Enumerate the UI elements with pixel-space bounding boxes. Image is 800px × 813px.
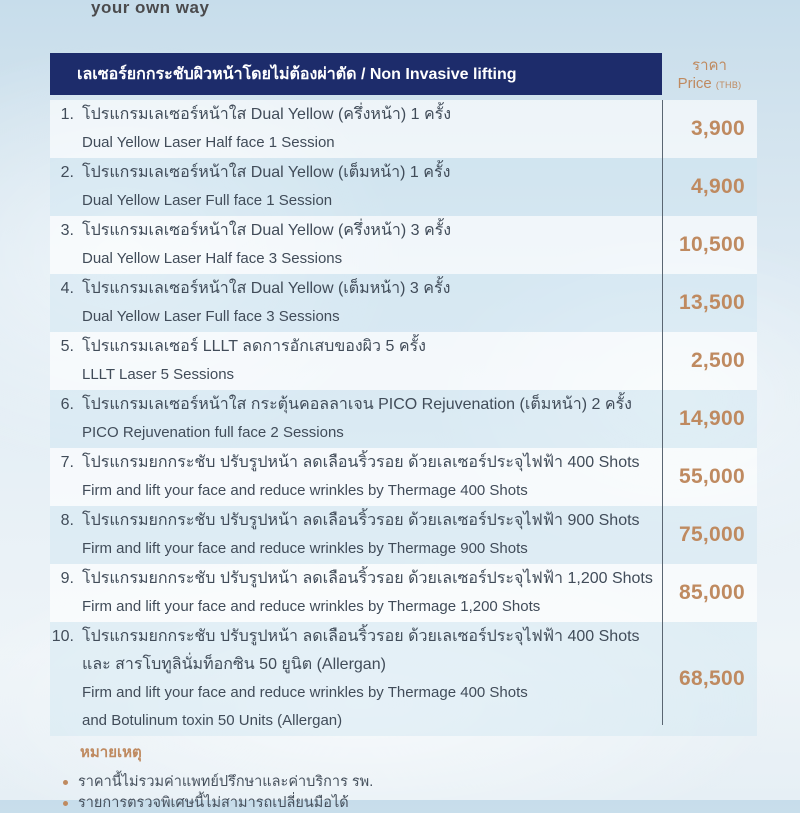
item-text-english: and Botulinum toxin 50 Units (Allergan) bbox=[82, 707, 662, 735]
table-row bbox=[50, 332, 757, 390]
row-price: 13,500 bbox=[662, 274, 757, 332]
row-lines bbox=[82, 333, 662, 389]
row-main bbox=[50, 216, 662, 274]
row-lines bbox=[82, 449, 662, 505]
item-text-thai: โปรแกรมเลเซอร์หน้าใส Dual Yellow (ครึ่งหน้า) 1 ครั้ง bbox=[82, 101, 662, 129]
row-price: 2,500 bbox=[662, 332, 757, 390]
row-number: 4. bbox=[50, 275, 74, 331]
item-text-english: Dual Yellow Laser Full face 3 Sessions bbox=[82, 303, 662, 331]
note-item: รายการตรวจพิเศษนี้ไม่สามารถเปลี่ยนมือได้ bbox=[63, 793, 670, 813]
table-row bbox=[50, 506, 757, 564]
row-number: 2. bbox=[50, 159, 74, 215]
row-number: 8. bbox=[50, 507, 74, 563]
item-text-english: Dual Yellow Laser Half face 3 Sessions bbox=[82, 245, 662, 273]
item-text-english: Firm and lift your face and reduce wrinkles by Thermage 400 Shots bbox=[82, 477, 662, 505]
price-table bbox=[50, 53, 757, 736]
item-text-thai: โปรแกรมเลเซอร์หน้าใส กระตุ้นคอลลาเจน PICO Rejuvenation (เต็มหน้า) 2 ครั้ง bbox=[82, 391, 662, 419]
table-row bbox=[50, 100, 757, 158]
item-text-thai: โปรแกรมเลเซอร์หน้าใส Dual Yellow (เต็มหน้า) 1 ครั้ง bbox=[82, 159, 662, 187]
price-header-thai: ราคา bbox=[662, 57, 757, 75]
table-row bbox=[50, 390, 757, 448]
row-main bbox=[50, 158, 662, 216]
item-text-thai: โปรแกรมเลเซอร์หน้าใส Dual Yellow (ครึ่งหน้า) 3 ครั้ง bbox=[82, 217, 662, 245]
item-text-english: Firm and lift your face and reduce wrinkles by Thermage 400 Shots bbox=[82, 679, 662, 707]
row-number: 3. bbox=[50, 217, 74, 273]
row-lines bbox=[82, 217, 662, 273]
row-number: 10. bbox=[50, 623, 74, 735]
price-header-english: Price (THB) bbox=[662, 75, 757, 94]
item-text-english: Firm and lift your face and reduce wrinkles by Thermage 1,200 Shots bbox=[82, 593, 662, 621]
item-text-thai: โปรแกรมยกกระชับ ปรับรูปหน้า ลดเลือนริ้วรอย ด้วยเลเซอร์ประจุไฟฟ้า 400 Shots bbox=[82, 449, 662, 477]
row-number: 1. bbox=[50, 101, 74, 157]
row-number: 9. bbox=[50, 565, 74, 621]
item-text-thai: โปรแกรมยกกระชับ ปรับรูปหน้า ลดเลือนริ้วรอย ด้วยเลเซอร์ประจุไฟฟ้า 1,200 Shots bbox=[82, 565, 662, 593]
item-text-english: Dual Yellow Laser Full face 1 Session bbox=[82, 187, 662, 215]
row-price: 4,900 bbox=[662, 158, 757, 216]
notes-list bbox=[50, 772, 670, 813]
row-lines bbox=[82, 159, 662, 215]
row-lines bbox=[82, 275, 662, 331]
row-price: 14,900 bbox=[662, 390, 757, 448]
slogan-text: your own way bbox=[91, 0, 209, 18]
item-text-thai: โปรแกรมเลเซอร์หน้าใส Dual Yellow (เต็มหน้า) 3 ครั้ง bbox=[82, 275, 662, 303]
note-item: ราคานี้ไม่รวมค่าแพทย์ปรึกษาและค่าบริการ รพ. bbox=[63, 772, 670, 793]
price-unit: (THB) bbox=[716, 80, 742, 90]
row-main bbox=[50, 564, 662, 622]
item-text-english: LLLT Laser 5 Sessions bbox=[82, 361, 662, 389]
item-text-thai: โปรแกรมยกกระชับ ปรับรูปหน้า ลดเลือนริ้วรอย ด้วยเลเซอร์ประจุไฟฟ้า 900 Shots bbox=[82, 507, 662, 535]
row-lines bbox=[82, 391, 662, 447]
price-column-header bbox=[662, 53, 757, 95]
table-header-bar bbox=[50, 53, 662, 95]
price-table-rows bbox=[50, 100, 757, 736]
item-text-thai: และ สารโบทูลินั่มท็อกซิน 50 ยูนิต (Allergan) bbox=[82, 651, 662, 679]
row-price: 3,900 bbox=[662, 100, 757, 158]
item-text-english: Firm and lift your face and reduce wrinkles by Thermage 900 Shots bbox=[82, 535, 662, 563]
row-main bbox=[50, 332, 662, 390]
row-lines bbox=[82, 565, 662, 621]
row-lines bbox=[82, 507, 662, 563]
table-row bbox=[50, 274, 757, 332]
row-lines bbox=[82, 623, 662, 735]
table-row bbox=[50, 216, 757, 274]
row-price: 85,000 bbox=[662, 564, 757, 622]
row-main bbox=[50, 506, 662, 564]
table-row bbox=[50, 622, 757, 736]
price-column-divider bbox=[662, 100, 663, 725]
notes-title: หมายเหตุ bbox=[80, 740, 670, 764]
table-title: เลเซอร์ยกกระชับผิวหน้าโดยไม่ต้องผ่าตัด / Non Invasive lifting bbox=[77, 62, 517, 87]
row-price: 75,000 bbox=[662, 506, 757, 564]
item-text-thai: โปรแกรมยกกระชับ ปรับรูปหน้า ลดเลือนริ้วรอย ด้วยเลเซอร์ประจุไฟฟ้า 400 Shots bbox=[82, 623, 662, 651]
row-number: 6. bbox=[50, 391, 74, 447]
row-main bbox=[50, 390, 662, 448]
row-main bbox=[50, 448, 662, 506]
notes-section bbox=[50, 740, 670, 813]
item-text-thai: โปรแกรมเลเซอร์ LLLT ลดการอักเสบของผิว 5 ครั้ง bbox=[82, 333, 662, 361]
table-row bbox=[50, 448, 757, 506]
table-row bbox=[50, 564, 757, 622]
row-main bbox=[50, 100, 662, 158]
table-header-row bbox=[50, 53, 757, 95]
item-text-english: Dual Yellow Laser Half face 1 Session bbox=[82, 129, 662, 157]
row-price: 10,500 bbox=[662, 216, 757, 274]
table-row bbox=[50, 158, 757, 216]
row-price: 55,000 bbox=[662, 448, 757, 506]
row-number: 7. bbox=[50, 449, 74, 505]
row-main bbox=[50, 274, 662, 332]
row-price: 68,500 bbox=[662, 622, 757, 736]
row-main bbox=[50, 622, 662, 736]
row-lines bbox=[82, 101, 662, 157]
row-number: 5. bbox=[50, 333, 74, 389]
item-text-english: PICO Rejuvenation full face 2 Sessions bbox=[82, 419, 662, 447]
